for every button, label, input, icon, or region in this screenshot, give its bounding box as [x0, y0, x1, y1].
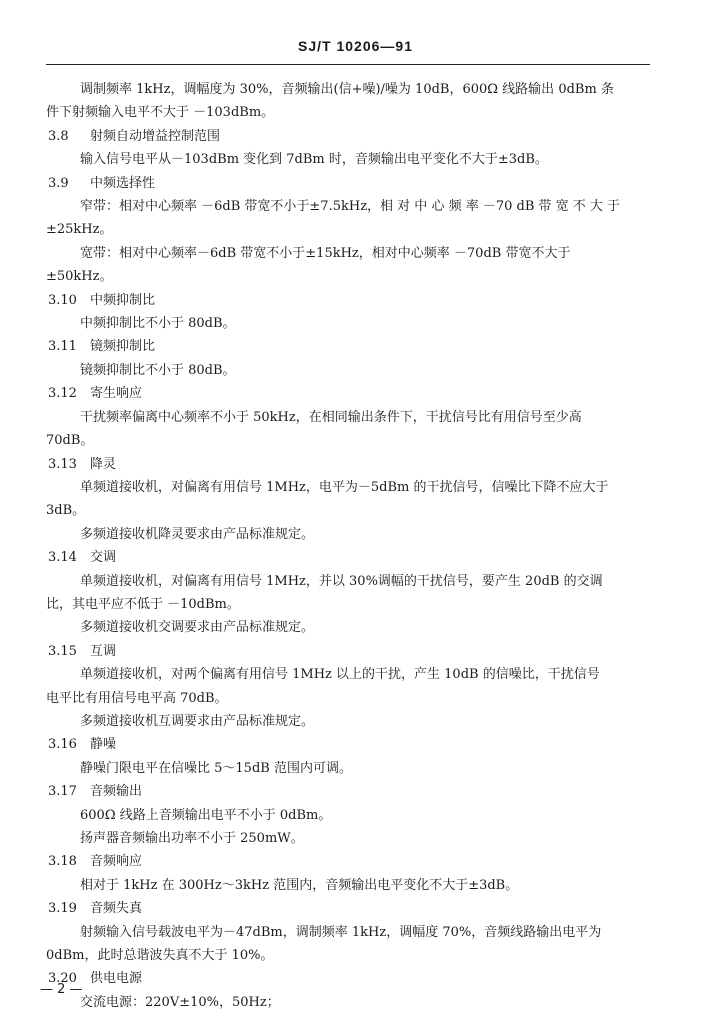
body-text-line: 多频道接收机交调要求由产品标准规定。 — [80, 620, 315, 636]
body-text-line: 交流电源：220V±10%，50Hz； — [80, 994, 280, 1010]
section-title: 互调 — [90, 643, 117, 659]
section-number: 3.19 — [48, 901, 77, 917]
section-number: 3.16 — [48, 737, 77, 753]
body-text-line: 镜频抑制比不小于 80dB。 — [80, 362, 236, 378]
body-text-line: 单频道接收机，对偏离有用信号 1MHz，电平为－5dBm 的干扰信号，信噪比下降不应大于 — [80, 479, 609, 495]
body-text-line: 600Ω 线路上音频输出电平不小于 0dBm。 — [80, 807, 332, 823]
body-text-line: 静噪门限电平在信噪比 5～15dB 范围内可调。 — [80, 760, 352, 776]
body-text-line: 多频道接收机降灵要求由产品标准规定。 — [80, 526, 315, 542]
body-text-line: 射频输入信号载波电平为－47dBm，调制频率 1kHz，调幅度 70%，音频线路输出电平为 — [80, 924, 602, 940]
body-text-line: 输入信号电平从－103dBm 变化到 7dBm 时，音频输出电平变化不大于±3dB。 — [80, 152, 548, 168]
section-heading — [46, 382, 654, 405]
section-number: 3.13 — [48, 456, 77, 472]
body-text-line: 件下射频输入电平不大于 －103dBm。 — [46, 105, 275, 121]
section-title: 音频输出 — [90, 784, 143, 800]
body-text-line: 电平比有用信号电平高 70dB。 — [46, 690, 228, 706]
section-title: 交调 — [90, 550, 117, 566]
body-text-line: ±25kHz。 — [46, 222, 113, 238]
body-text-line: 中频抑制比不小于 80dB。 — [80, 316, 236, 332]
body-text-line: 多频道接收机互调要求由产品标准规定。 — [80, 713, 315, 729]
section-number: 3.9 — [48, 175, 69, 191]
body-text-line: 干扰频率偏离中心频率不小于 50kHz，在相同输出条件下，干扰信号比有用信号至少高 — [80, 409, 582, 425]
section-number: 3.10 — [48, 292, 77, 308]
body-text-line: 宽带：相对中心频率－6dB 带宽不小于±15kHz，相对中心频率 －70dB 带宽不大于 — [80, 245, 571, 261]
section-title: 供电电源 — [90, 971, 143, 987]
section-heading — [46, 733, 654, 756]
body-text-line: 单频道接收机，对偏离有用信号 1MHz，并以 30%调幅的干扰信号，要产生 20dB 的交调 — [80, 573, 603, 589]
section-number: 3.11 — [48, 339, 77, 355]
section-title: 射频自动增益控制范围 — [90, 128, 221, 144]
section-heading — [46, 640, 654, 663]
body-text-line: 调制频率 1kHz，调幅度为 30%，音频输出(信+噪)/噪为 10dB，600Ω 线路输出 0dBm 条 — [80, 82, 614, 97]
body-text-line: ±50kHz。 — [46, 269, 113, 285]
section-number: 3.14 — [48, 550, 77, 566]
body-text-line: 0dBm，此时总谐波失真不大于 10%。 — [46, 948, 274, 964]
section-heading — [46, 125, 654, 148]
body-text-line: 70dB。 — [46, 433, 94, 449]
document-body — [46, 78, 654, 1014]
body-text-line: 窄带：相对中心频率 －6dB 带宽不小于±7.5kHz，相 对 中 心 频 率 －70 dB 带 宽 不 大 于 — [80, 199, 621, 215]
section-heading — [46, 453, 654, 476]
page-number: — 2 — — [40, 982, 83, 997]
section-number: 3.12 — [48, 386, 77, 402]
section-heading — [46, 897, 654, 920]
body-text-line: 扬声器音频输出功率不小于 250mW。 — [80, 831, 304, 846]
section-heading — [46, 780, 654, 803]
section-number: 3.20 — [48, 971, 77, 987]
header-rule — [46, 64, 650, 65]
section-heading — [46, 850, 654, 873]
section-title: 音频响应 — [90, 854, 143, 870]
section-heading — [46, 967, 654, 990]
section-title: 静噪 — [90, 737, 117, 753]
section-number: 3.15 — [48, 643, 77, 659]
section-title: 寄生响应 — [90, 386, 143, 402]
section-heading — [46, 172, 654, 195]
body-text-line: 单频道接收机，对两个偏离有用信号 1MHz 以上的干扰，产生 10dB 的信噪比，干扰信号 — [80, 667, 600, 683]
section-title: 降灵 — [90, 456, 117, 472]
body-text-line: 比，其电平应不低于 －10dBm。 — [46, 596, 240, 612]
section-number: 3.17 — [48, 784, 77, 800]
body-text-line: 3dB。 — [46, 503, 86, 519]
body-text-line: 相对于 1kHz 在 300Hz～3kHz 范围内，音频输出电平变化不大于±3dB。 — [80, 877, 519, 893]
standard-code-header: SJ/T 10206—91 — [298, 38, 413, 54]
section-heading — [46, 335, 654, 358]
section-heading — [46, 546, 654, 569]
section-number: 3.18 — [48, 854, 77, 870]
section-number: 3.8 — [48, 128, 69, 144]
section-heading — [46, 289, 654, 312]
section-title: 镜频抑制比 — [90, 339, 156, 355]
section-title: 音频失真 — [90, 901, 143, 917]
section-title: 中频选择性 — [90, 175, 156, 191]
section-title: 中频抑制比 — [90, 292, 156, 308]
